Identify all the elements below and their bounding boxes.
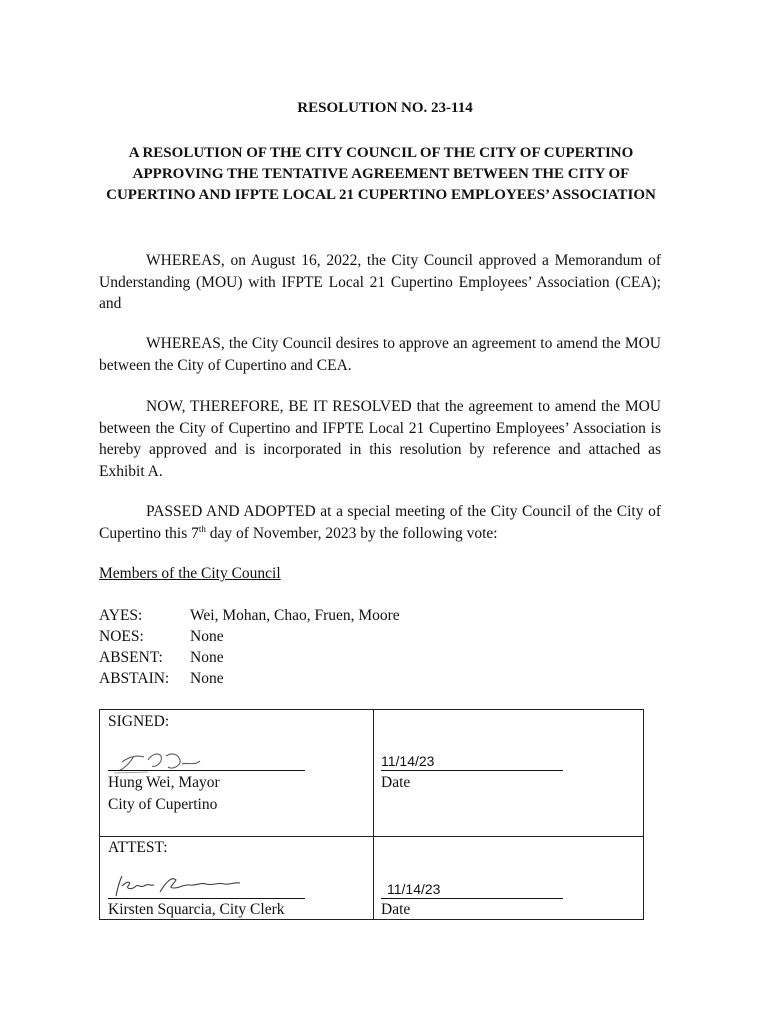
signature-table [99,709,644,920]
mayor-date-label: Date [381,774,411,791]
mayor-signature [108,746,218,776]
clerk-signature [110,870,250,900]
vote-value: Wei, Mohan, Chao, Fruen, Moore [190,607,400,624]
clerk-date-label: Date [381,901,411,918]
table-divider-horizontal [100,836,643,837]
day-ordinal-suffix: th [198,523,206,534]
resolution-number: RESOLUTION NO. 23-114 [297,100,473,116]
mayor-signature-line [108,770,305,771]
clerk-signature-line [108,898,305,899]
passed-text-after: day of November, 2023 by the following vote: [205,524,498,542]
vote-row-ayes [99,605,400,626]
clerk-signed-date: 11/14/23 [387,881,441,897]
vote-row-absent [99,647,400,668]
table-divider-vertical [373,710,374,919]
whereas-paragraph-2: WHEREAS, the City Council desires to approve an agreement to amend the MOU between the City of Cupertino and CEA. [99,335,661,374]
vote-label: ABSTAIN: [99,670,170,687]
vote-row-noes [99,626,400,647]
signed-label: SIGNED: [108,713,170,730]
mayor-date-line [381,770,563,771]
whereas-paragraph-1: WHEREAS, on August 16, 2022, the City Council approved a Memorandum of Understanding (MOU) with IFPTE Local 21 Cupertino Employees’ Association (CEA); and [99,252,661,312]
passed-text-before: PASSED AND ADOPTED at a special meeting of the City Council of the City of Cupertino this 7 [99,503,661,542]
vote-label: ABSENT: [99,649,163,666]
resolved-paragraph: NOW, THEREFORE, BE IT RESOLVED that the agreement to amend the MOU between the City of Cupertino and IFPTE Local 21 Cupertino Employees’ Association is hereby approved and is incorporated in this resolution by reference and attached as Exhibit A. [99,398,661,480]
mayor-name: Hung Wei, Mayor [108,774,220,791]
vote-value: None [190,670,224,687]
resolution-heading: A RESOLUTION OF THE CITY COUNCIL OF THE CITY OF CUPERTINO APPROVING THE TENTATIVE AGREEMENT BETWEEN THE CITY OF CUPERTINO AND IFPTE LOCAL 21 CUPERTINO EMPLOYEES’ ASSOCIATION [106,145,656,203]
mayor-signed-date: 11/14/23 [381,753,435,769]
passed-adopted-paragraph [99,501,661,544]
clerk-name: Kirsten Squarcia, City Clerk [108,901,285,918]
attest-label: ATTEST: [108,839,168,856]
clerk-date-line [381,898,563,899]
vote-row-abstain [99,668,400,689]
vote-list [99,605,400,689]
vote-value: None [190,649,224,666]
mayor-organization: City of Cupertino [108,796,218,813]
vote-label: NOES: [99,628,144,645]
vote-label: AYES: [99,607,143,624]
members-heading: Members of the City Council [99,565,281,582]
vote-value: None [190,628,224,645]
